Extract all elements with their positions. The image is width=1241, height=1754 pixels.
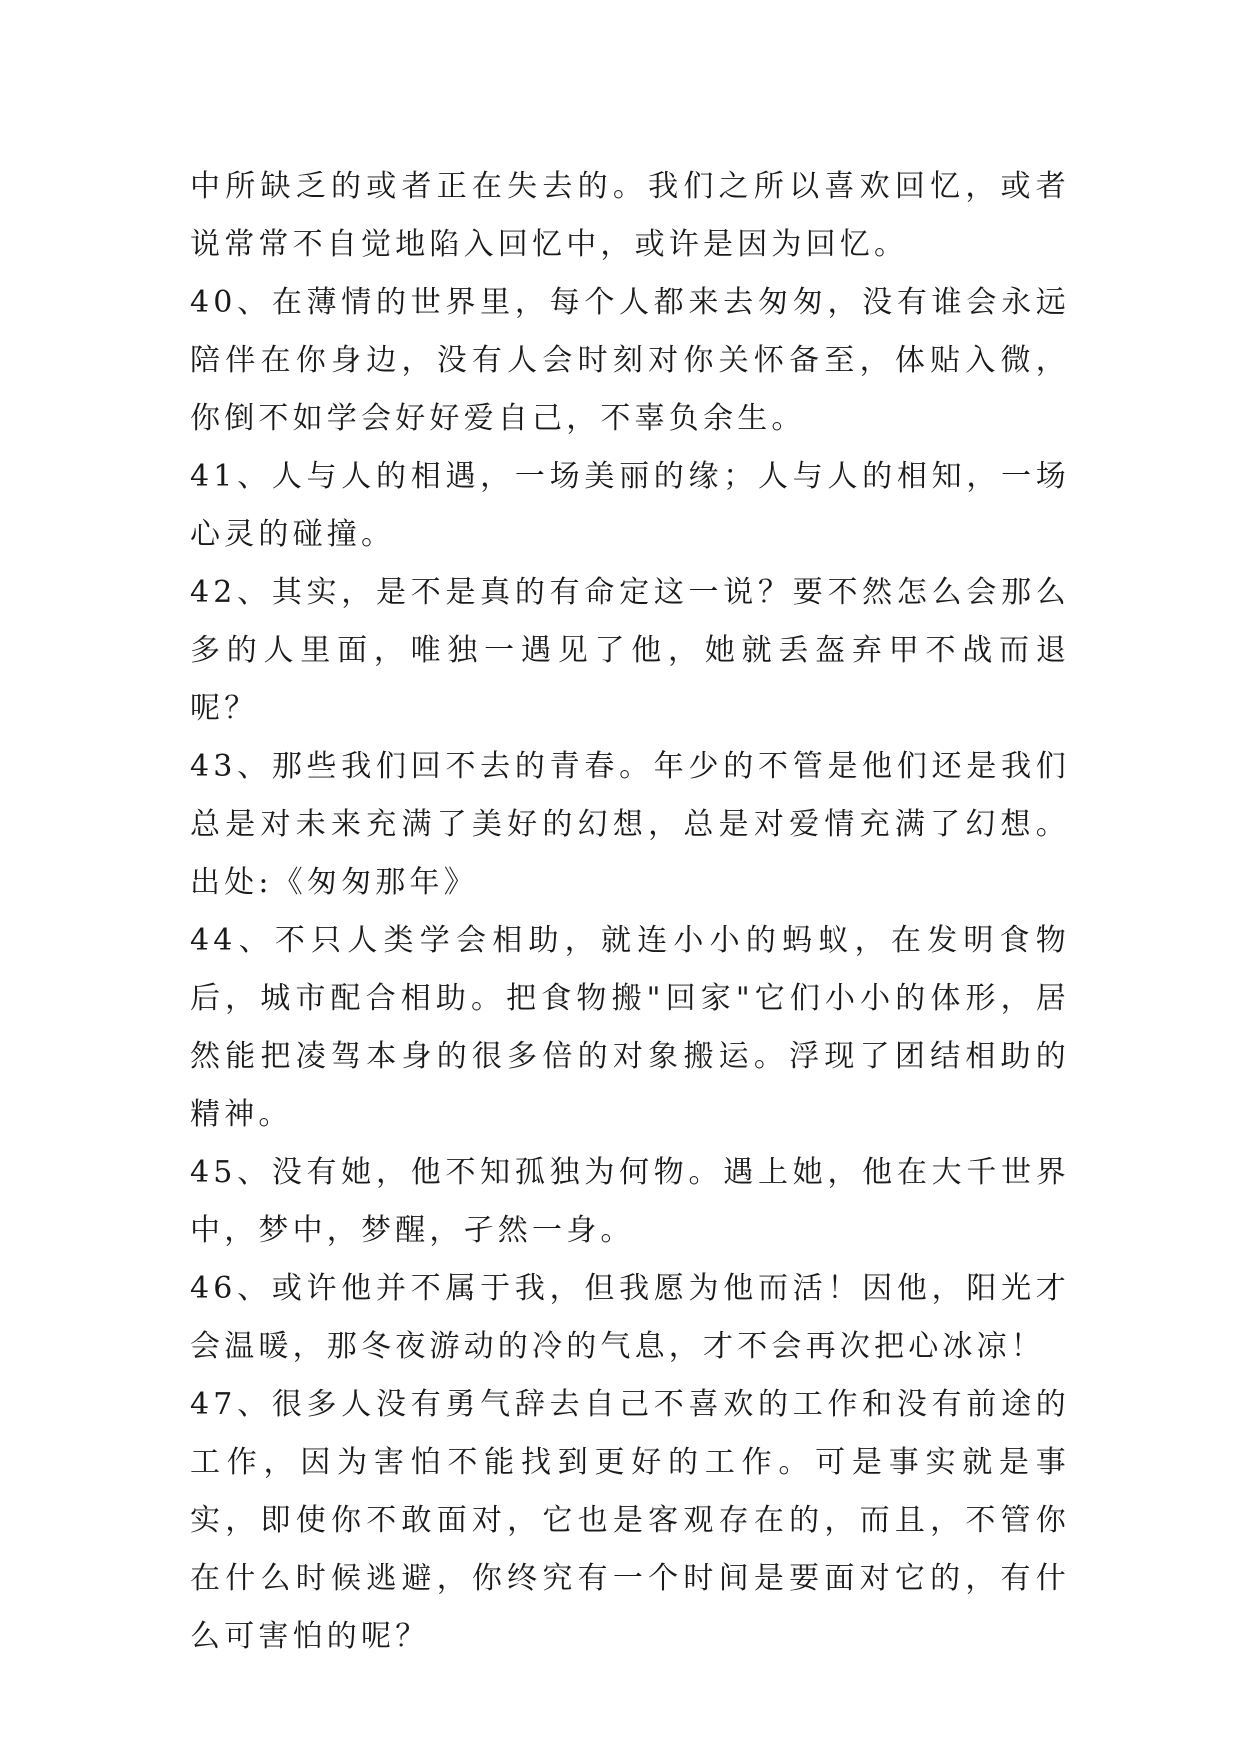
paragraph-continuation: 中所缺乏的或者正在失去的。我们之所以喜欢回忆，或者说常常不自觉地陷入回忆中，或许是因为回忆。 [190,169,1070,262]
paragraph-46: 46、或许他并不属于我，但我愿为他而活！因他，阳光才会温暖，那冬夜游动的冷的气息，才不会再次把心冰凉！ [190,1271,1070,1364]
paragraph-44: 44、不只人类学会相助，就连小小的蚂蚁，在发明食物后，城市配合相助。把食物搬"回家"它们小小的体形，居然能把凌驾本身的很多倍的对象搬运。浮现了团结相助的精神。 [190,923,1070,1132]
paragraph-43: 43、那些我们回不去的青春。年少的不管是他们还是我们总是对未来充满了美好的幻想，总是对爱情充满了幻想。出处:《匆匆那年》 [190,749,1070,900]
paragraph-41: 41、人与人的相遇，一场美丽的缘；人与人的相知，一场心灵的碰撞。 [190,459,1070,552]
paragraph-42: 42、其实，是不是真的有命定这一说？要不然怎么会那么多的人里面，唯独一遇见了他，她就丢盔弃甲不战而退呢？ [190,575,1070,726]
paragraph-40: 40、在薄情的世界里，每个人都来去匆匆，没有谁会永远陪伴在你身边，没有人会时刻对你关怀备至，体贴入微，你倒不如学会好好爱自己，不辜负余生。 [190,285,1070,436]
document-body [190,158,1070,1666]
paragraph-47: 47、很多人没有勇气辞去自己不喜欢的工作和没有前途的工作，因为害怕不能找到更好的工作。可是事实就是事实，即使你不敢面对，它也是客观存在的，而且，不管你在什么时候逃避，你终究有一个时间是要面对它的，有什么可害怕的呢？ [190,1387,1070,1654]
paragraph-45: 45、没有她，他不知孤独为何物。遇上她，他在大千世界中，梦中，梦醒，孑然一身。 [190,1155,1070,1248]
